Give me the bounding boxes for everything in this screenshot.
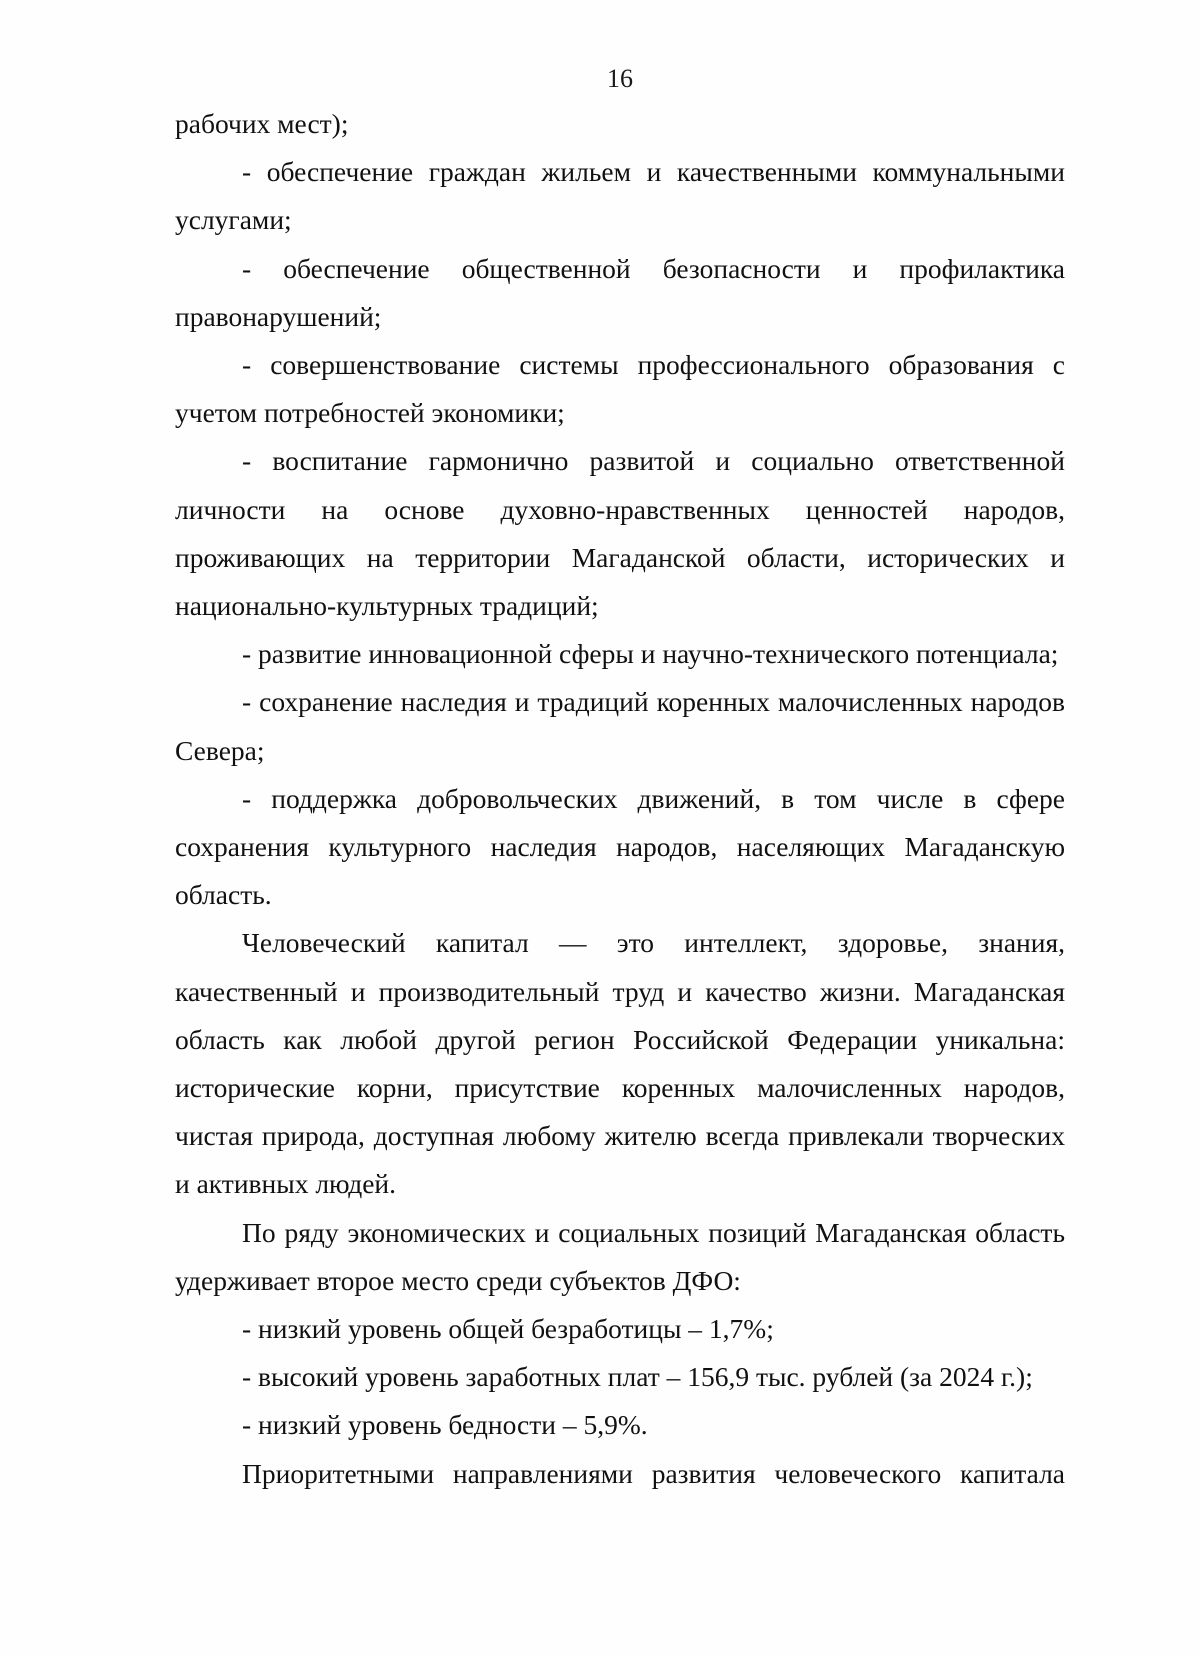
list-item-public-safety: - обеспечение общественной безопасности и профилактика правонарушений; [175, 252, 1065, 332]
paragraph-human-capital: Человеческий капитал — это интеллект, здоровье, знания, качественный и производительный труд и качество жизни. Магаданская область как любой другой регион Российской Федерации уникальна: исторические корни, присутствие коренных малочисленных народов, чистая природа, доступная любому жителю всегда привлекали творческих и активных людей. [175, 927, 1065, 1200]
list-item-poverty: - низкий уровень бедности – 5,9%. [242, 1409, 648, 1441]
list-item-upbringing: - воспитание гармонично развитой и социально ответственной личности на основе духовно-нравственных ценностей народов, проживающих на территории Магаданской области, исторических и национально-культурных традиций; [175, 445, 1065, 622]
paragraph-economic-position: По ряду экономических и социальных позиций Магаданская область удерживает второе место среди субъектов ДФО: [175, 1216, 1065, 1296]
list-item-wages: - высокий уровень заработных плат – 156,9 тыс. рублей (за 2024 г.); [242, 1361, 1033, 1393]
list-item-volunteer: - поддержка добровольческих движений, в том числе в сфере сохранения культурного наследия народов, населяющих Магаданскую область. [175, 782, 1065, 911]
list-item-unemployment: - низкий уровень общей безработицы – 1,7%; [242, 1313, 774, 1345]
paragraph-continuation: рабочих мест); [175, 108, 349, 139]
document-body [175, 100, 1065, 1498]
list-item-innovation: - развитие инновационной сферы и научно-технического потенциала; [242, 638, 1059, 670]
list-item-education: - совершенствование системы профессионального образования с учетом потребностей экономики; [175, 349, 1065, 429]
list-item-housing: - обеспечение граждан жильем и качественными коммунальными услугами; [175, 156, 1065, 236]
list-item-heritage: - сохранение наследия и традиций коренных малочисленных народов Севера; [175, 686, 1065, 766]
page-number: 16 [607, 64, 633, 93]
paragraph-priorities: Приоритетными направлениями развития человеческого капитала [242, 1457, 1065, 1489]
